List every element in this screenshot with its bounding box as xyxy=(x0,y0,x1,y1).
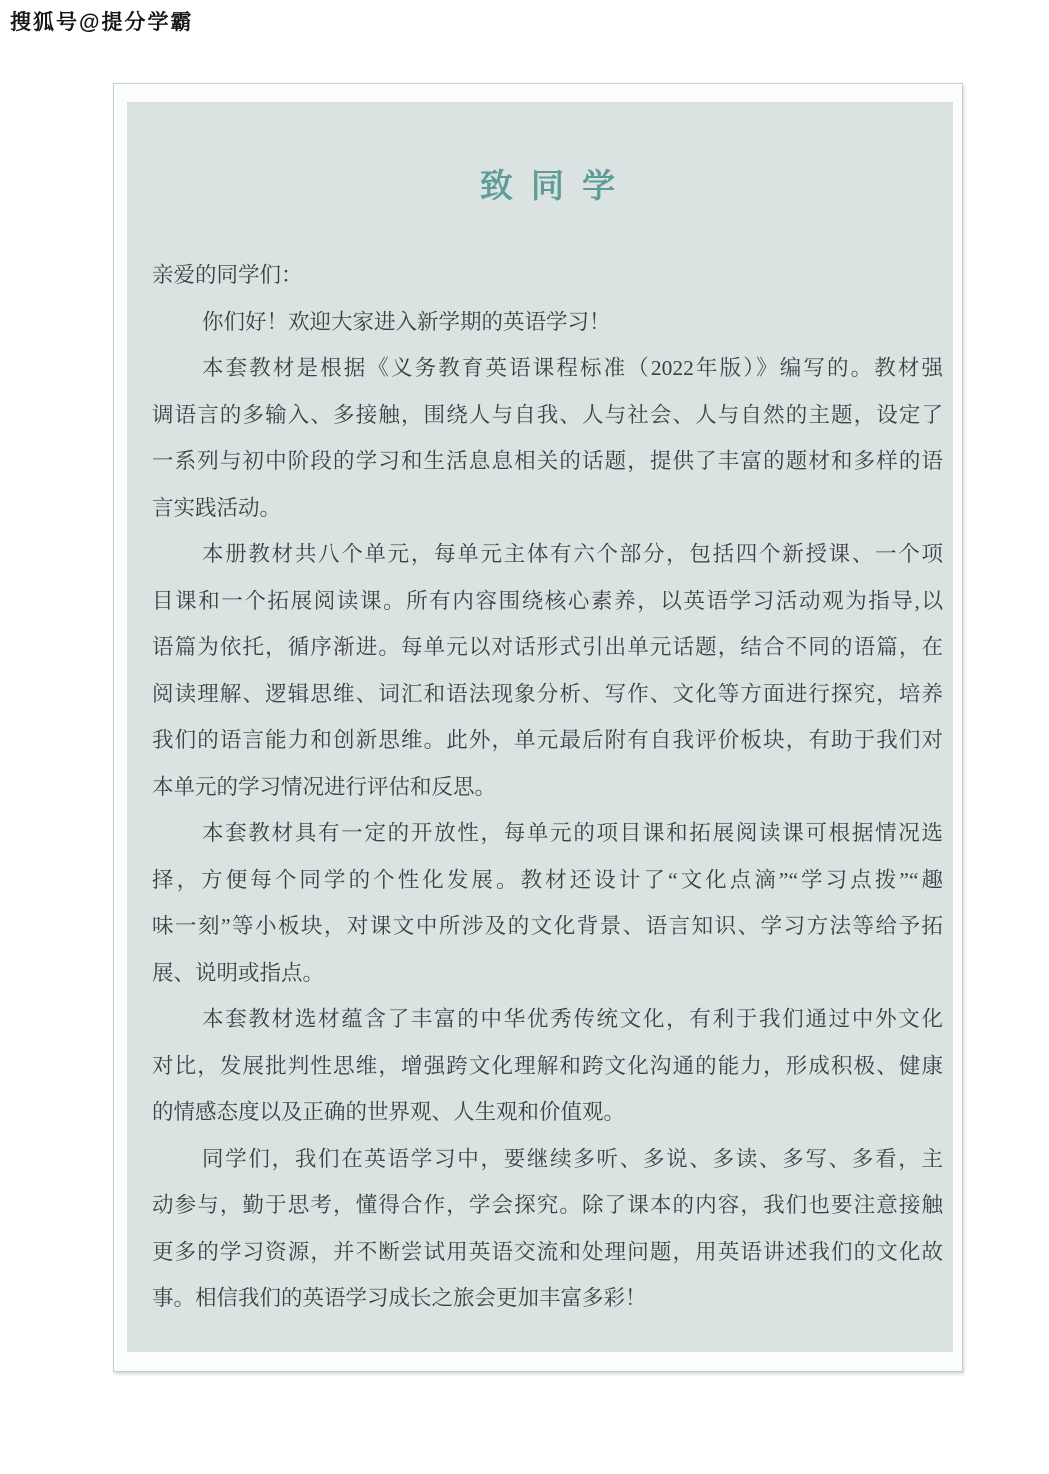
text-line: 我们的语言能力和创新思维。此外，单元最后附有自我评价板块，有助于我们对 xyxy=(152,728,943,752)
text-line: 语篇为依托，循序渐进。每单元以对话形式引出单元话题，结合不同的语篇，在 xyxy=(152,635,943,659)
text-line: 言实践活动。 xyxy=(152,495,282,520)
text-line: 阅读理解、逻辑思维、词汇和语法现象分析、写作、文化等方面进行探究，培养 xyxy=(152,681,943,706)
text-line: 更多的学习资源，并不断尝试用英语交流和处理问题，用英语讲述我们的文化故 xyxy=(152,1239,943,1264)
text-line: 同学们，我们在英语学习中，要继续多听、多说、多读、多写、多看，主 xyxy=(202,1146,943,1171)
page-title: 致同学 xyxy=(479,169,634,205)
text-line: 事。相信我们的英语学习成长之旅会更加丰富多彩！ xyxy=(152,1286,647,1310)
page-card xyxy=(113,83,963,1372)
text-line: 一系列与初中阶段的学习和生活息息相关的话题，提供了丰富的题材和多样的语 xyxy=(152,449,943,473)
text-line: 动参与，勤于思考，懂得合作，学会探究。除了课本的内容，我们也要注意接触 xyxy=(152,1193,943,1217)
text-line: 目课和一个拓展阅读课。所有内容围绕核心素养，以英语学习活动观为指导,以 xyxy=(152,588,943,613)
page-background xyxy=(127,102,953,1352)
text-line: 本单元的学习情况进行评估和反思。 xyxy=(152,774,497,799)
text-line: 择，方便每个同学的个性化发展。教材还设计了“文化点滴”“学习点拨”“趣 xyxy=(152,867,943,892)
text-line: 的情感态度以及正确的世界观、人生观和价值观。 xyxy=(152,1100,626,1124)
text-line: 本套教材选材蕴含了丰富的中华优秀传统文化，有利于我们通过中外文化 xyxy=(202,1007,943,1031)
text-line: 展、说明或指点。 xyxy=(152,960,325,985)
text-line: 亲爱的同学们： xyxy=(152,263,303,287)
text-line: 本册教材共八个单元，每单元主体有六个部分，包括四个新授课、一个项 xyxy=(202,542,943,566)
text-line: 本套教材是根据《义务教育英语课程标准（2022年版）》编写的。教材强 xyxy=(202,356,943,380)
document-text xyxy=(152,252,943,1322)
text-line: 味一刻”等小板块，对课文中所涉及的文化背景、语言知识、学习方法等给予拓 xyxy=(152,914,943,938)
text-line: 本套教材具有一定的开放性，每单元的项目课和拓展阅读课可根据情况选 xyxy=(202,821,943,845)
text-line: 对比，发展批判性思维，增强跨文化理解和跨文化沟通的能力，形成积极、健康 xyxy=(152,1053,943,1078)
text-line: 你们好！欢迎大家进入新学期的英语学习！ xyxy=(202,309,611,334)
text-line: 调语言的多输入、多接触，围绕人与自我、人与社会、人与自然的主题，设定了 xyxy=(152,402,943,427)
watermark-sohu-account: 搜狐号@提分学霸 xyxy=(10,11,194,34)
